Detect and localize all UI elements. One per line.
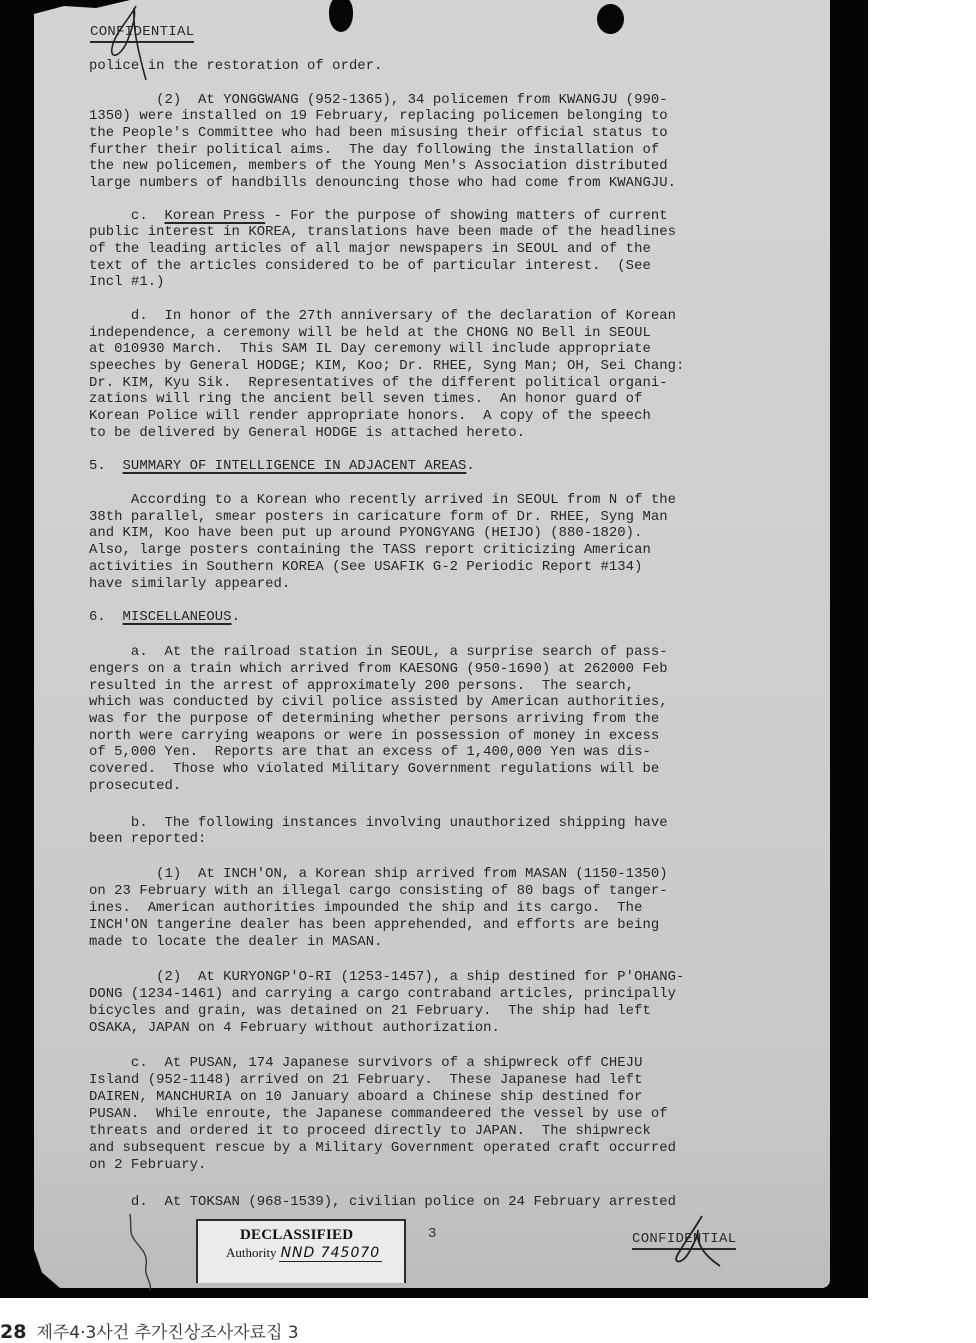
text-line: Island (952-1148) arrived on 21 February. These Japanese had left: [89, 1072, 643, 1088]
text-line: prosecuted.: [89, 778, 182, 794]
text-line: 5. SUMMARY OF INTELLIGENCE IN ADJACENT AREAS.: [89, 458, 475, 474]
text-line: DAIREN, MANCHURIA on 10 January aboard a Chinese ship destined for: [89, 1089, 643, 1105]
text-line: police in the restoration of order.: [89, 58, 383, 74]
underlined-heading: MISCELLANEOUS: [122, 609, 232, 625]
punch-hole-icon: [329, 0, 353, 32]
text-line: d. At TOKSAN (968-1539), civilian police on 24 February arrested: [89, 1194, 677, 1210]
text-line: 1350) were installed on 19 February, replacing policemen belonging to: [89, 108, 668, 124]
text-line: 6. MISCELLANEOUS.: [89, 609, 240, 625]
text-line: on 23 February with an illegal cargo consisting of 80 bags of tanger-: [89, 883, 668, 899]
text-line: DONG (1234-1461) and carrying a cargo contraband articles, principally: [89, 986, 677, 1002]
text-line: Also, large posters containing the TASS report criticizing American: [89, 542, 651, 558]
text-line: was for the purpose of determining whether persons arriving from the: [89, 711, 660, 727]
stamp-title: DECLASSIFIED: [240, 1227, 354, 1243]
text-line: INCH'ON tangerine dealer has been apprehended, and efforts are being: [89, 917, 660, 933]
text-line: Incl #1.): [89, 274, 165, 290]
text-line: further their political aims. The day following the installation of: [89, 142, 660, 158]
text-line: (2) At YONGGWANG (952-1365), 34 policemen from KWANGJU (990-: [89, 92, 668, 108]
text-line: been reported:: [89, 831, 207, 847]
underlined-heading: SUMMARY OF INTELLIGENCE IN ADJACENT AREAS: [122, 458, 467, 474]
text-line: of the leading articles of all major newspapers in SEOUL and of the: [89, 241, 651, 257]
text-line: (1) At INCH'ON, a Korean ship arrived from MASAN (1150-1350): [89, 866, 668, 882]
text-line: which was conducted by civil police assisted by American authorities,: [89, 694, 668, 710]
page-number: 3: [428, 1226, 437, 1242]
text-line: Korean Police will render appropriate honors. A copy of the speech: [89, 408, 651, 424]
text-line: the new policemen, members of the Young Men's Association distributed: [89, 158, 668, 174]
text-line: ines. American authorities impounded the ship and its cargo. The: [89, 900, 643, 916]
text-line: have similarly appeared.: [89, 576, 291, 592]
text-line: engers on a train which arrived from KAESONG (950-1690) at 262000 Feb: [89, 661, 668, 677]
text-line: OSAKA, JAPAN on 4 February without authorization.: [89, 1020, 500, 1036]
text-line: to be delivered by General HODGE is attached hereto.: [89, 425, 526, 441]
text-line: threats and ordered it to proceed directly to JAPAN. The shipwreck: [89, 1123, 651, 1139]
text-line: resulted in the arrest of approximately 200 persons. The search,: [89, 678, 635, 694]
text-line: zations will ring the ancient bell seven times. An honor guard of: [89, 391, 643, 407]
text-line: of 5,000 Yen. Reports are that an excess of 1,400,000 Yen was dis-: [89, 744, 651, 760]
text-line: public interest in KOREA, translations have been made of the headlines: [89, 224, 677, 240]
declassified-stamp: [196, 1219, 406, 1283]
text-line: b. The following instances involving unauthorized shipping have: [89, 815, 668, 831]
stamp-authority-value: NND 745070: [280, 1245, 381, 1261]
classification-header: CONFIDENTIAL: [90, 24, 194, 43]
text-line: d. In honor of the 27th anniversary of the declaration of Korean: [89, 308, 677, 324]
text-line: c. Korean Press - For the purpose of showing matters of current: [89, 208, 668, 224]
text-line: at 010930 March. This SAM IL Day ceremony will include appropriate: [89, 341, 651, 357]
text-line: activities in Southern KOREA (See USAFIK G-2 Periodic Report #134): [89, 559, 643, 575]
text-line: independence, a ceremony will be held at the CHONG NO Bell in SEOUL: [89, 325, 651, 341]
stamp-authority-label: Authority: [226, 1245, 277, 1260]
text-line: and subsequent rescue by a Military Government operated craft occurred: [89, 1140, 677, 1156]
text-line: According to a Korean who recently arrived in SEOUL from N of the: [89, 492, 677, 508]
book-page-number: 28: [0, 1321, 27, 1343]
text-line: large numbers of handbills denouncing those who had come from KWANGJU.: [89, 175, 677, 191]
text-line: the People's Committee who had been misusing their official status to: [89, 125, 668, 141]
underlined-heading: Korean Press: [164, 208, 266, 224]
text-line: c. At PUSAN, 174 Japanese survivors of a shipwreck off CHEJU: [89, 1055, 643, 1071]
text-line: covered. Those who violated Military Government regulations will be: [89, 761, 660, 777]
book-footer: [0, 1318, 299, 1343]
stamp-authority: [226, 1245, 382, 1262]
text-line: bicycles and grain, was detained on 21 February. The ship had left: [89, 1003, 651, 1019]
text-line: made to locate the dealer in MASAN.: [89, 934, 383, 950]
text-line: speeches by General HODGE; KIM, Koo; Dr. RHEE, Syng Man; OH, Sei Chang:: [89, 358, 685, 374]
text-line: PUSAN. While enroute, the Japanese commandeered the vessel by use of: [89, 1106, 668, 1122]
text-line: text of the articles considered to be of particular interest. (See: [89, 258, 651, 274]
classification-footer: CONFIDENTIAL: [632, 1231, 736, 1250]
book-title: 제주4·3사건 추가진상조사자료집 3: [36, 1323, 299, 1343]
punch-hole-icon: [597, 4, 624, 34]
text-line: on 2 February.: [89, 1157, 207, 1173]
text-line: and KIM, Koo have been put up around PYONGYANG (HEIJO) (880-1820).: [89, 525, 643, 541]
text-line: 38th parallel, smear posters in caricature form of Dr. RHEE, Syng Man: [89, 509, 668, 525]
text-line: (2) At KURYONGP'O-RI (1253-1457), a ship destined for P'OHANG-: [89, 969, 685, 985]
text-line: Dr. KIM, Kyu Sik. Representatives of the different political organi-: [89, 375, 668, 391]
text-line: a. At the railroad station in SEOUL, a surprise search of pass-: [89, 644, 668, 660]
text-line: north were carrying weapons or were in possession of money in excess: [89, 728, 660, 744]
